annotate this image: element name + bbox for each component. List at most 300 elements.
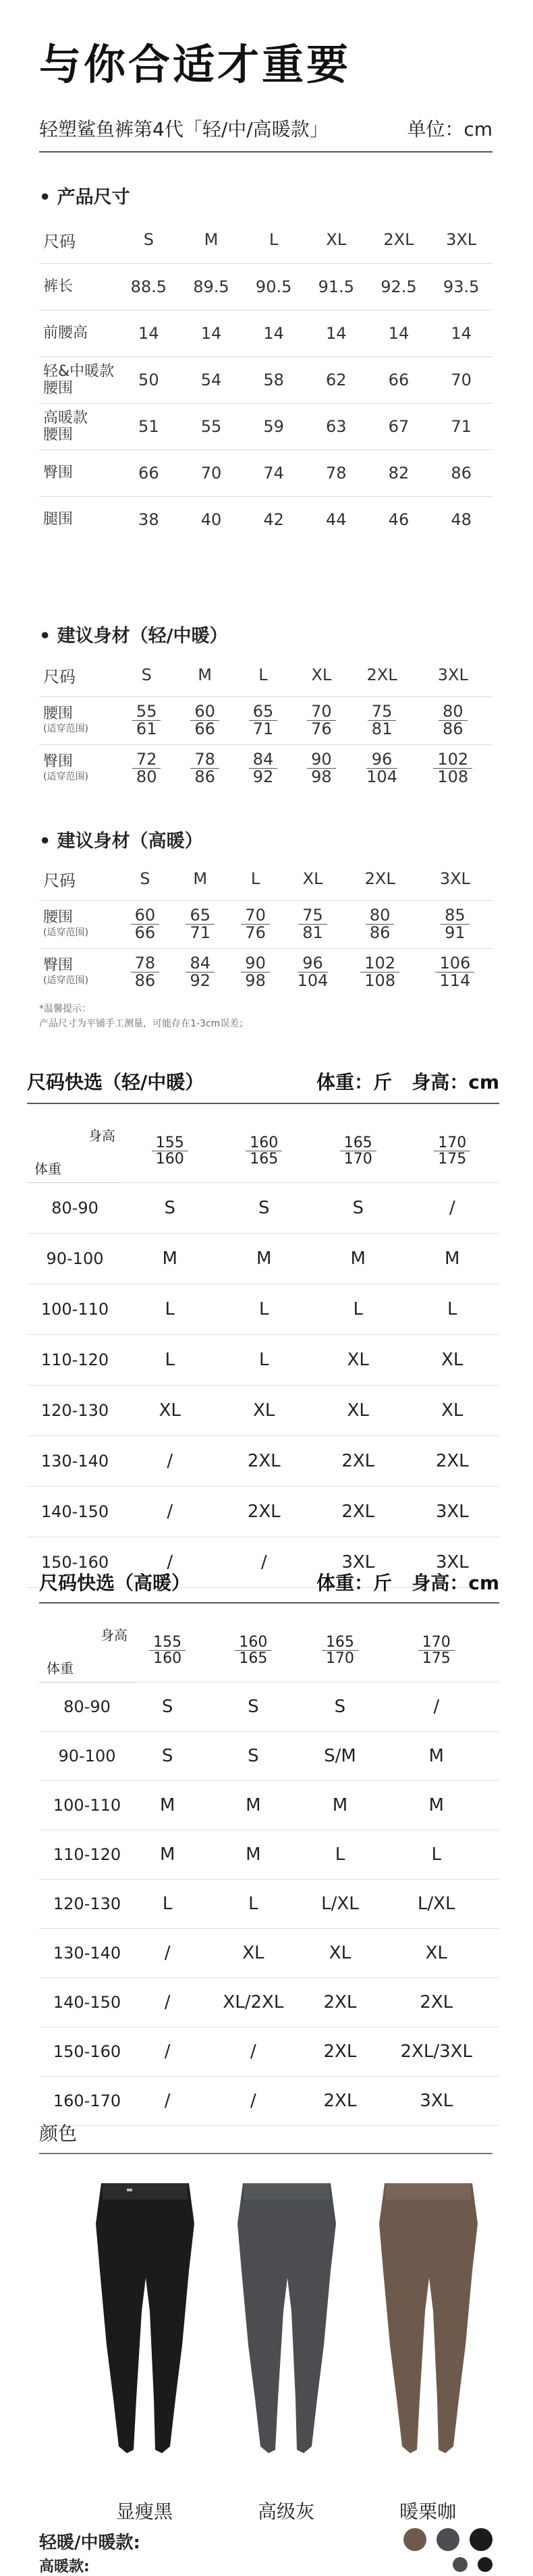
range-max: 81	[302, 923, 323, 943]
height-unit: 身高：cm	[412, 1071, 499, 1093]
height-max: 160	[153, 1650, 182, 1668]
table-cell: 66	[117, 450, 180, 497]
range-value	[298, 955, 329, 989]
size-cell: M	[373, 1781, 499, 1830]
range-max: 104	[366, 767, 397, 787]
size-cell: L	[311, 1284, 405, 1335]
size-cell: /	[200, 2077, 306, 2126]
table-cell: 40	[200, 510, 222, 529]
size-cell: L	[200, 1880, 306, 1929]
table-cell: 51	[117, 404, 180, 450]
row-label-sub: (适穿范围)	[43, 975, 88, 986]
divider	[39, 2153, 493, 2154]
swatch-black[interactable]	[478, 2557, 493, 2572]
height-header	[135, 1620, 200, 1682]
range-min: 60	[131, 907, 160, 925]
body-warm-table	[39, 857, 493, 996]
table-row	[39, 2027, 499, 2077]
table-row	[39, 404, 493, 450]
quick-light-header	[27, 1068, 499, 1095]
range-value	[307, 703, 336, 738]
range-max: 98	[245, 971, 266, 991]
swatch-black[interactable]	[470, 2528, 493, 2551]
table-row	[39, 1978, 499, 2027]
table-cell: 66	[368, 357, 430, 404]
height-max: 175	[438, 1151, 467, 1168]
size-cell: L	[217, 1284, 312, 1335]
table-cell	[117, 745, 175, 793]
weight-unit: 体重：斤	[316, 1071, 392, 1093]
range-max: 92	[190, 971, 211, 991]
row-label-sub: (适穿范围)	[43, 771, 88, 782]
table-cell: 90.5	[242, 264, 305, 310]
body-light-table	[39, 653, 493, 792]
table-cell	[117, 697, 175, 745]
size-cell: 3XL	[373, 2077, 499, 2126]
table-cell: 46	[388, 510, 410, 529]
height-max: 175	[422, 1650, 451, 1668]
warm-swatch-row	[39, 2555, 493, 2576]
table-cell: 14	[368, 310, 430, 357]
table-row	[39, 745, 493, 793]
table-cell: 93.5	[430, 264, 493, 310]
range-value	[366, 751, 397, 786]
range-max: 86	[443, 719, 464, 739]
height-header	[306, 1620, 373, 1682]
swatch-grey[interactable]	[453, 2557, 468, 2572]
row-label-sub: (适穿范围)	[43, 723, 88, 734]
table-cell	[234, 745, 292, 793]
size-cell: 2XL/3XL	[373, 2027, 499, 2077]
range-max: 91	[445, 923, 466, 943]
size-cell: S	[123, 1183, 217, 1234]
table-row	[27, 1183, 499, 1234]
table-cell: 71	[430, 404, 493, 450]
corner-cell	[39, 1620, 135, 1682]
size-cell: /	[123, 1487, 217, 1537]
row-label-main: 臀围	[43, 957, 74, 974]
range-min: 78	[131, 955, 160, 972]
row-label	[39, 697, 117, 745]
table-header-row	[39, 857, 493, 901]
height-min: 155	[152, 1135, 188, 1151]
table-cell: 70	[430, 357, 493, 404]
size-cell: /	[373, 1682, 499, 1732]
quick-warm-units	[316, 1568, 499, 1595]
weight-range: 160-170	[39, 2077, 135, 2126]
row-label-main: 腰围	[43, 705, 74, 722]
height-range	[434, 1135, 470, 1167]
leggings-illustration	[61, 2176, 479, 2487]
size-cell: S	[135, 1682, 200, 1732]
quick-warm-title: 尺码快选（高暖）	[39, 1572, 191, 1594]
table-cell: 86	[430, 450, 493, 497]
table-row	[39, 357, 493, 404]
height-min: 170	[434, 1135, 470, 1151]
legging-brown	[379, 2183, 478, 2453]
column-header: M	[180, 216, 243, 264]
column-header: 3XL	[418, 857, 493, 901]
column-header: L	[234, 653, 292, 697]
range-max: 66	[194, 719, 215, 739]
range-min: 78	[190, 751, 219, 769]
height-header	[373, 1620, 499, 1682]
range-value	[360, 955, 399, 989]
table-row	[39, 264, 493, 310]
size-cell: /	[123, 1436, 217, 1487]
height-header	[200, 1620, 306, 1682]
table-row	[27, 1487, 499, 1537]
page-title: 与你合适才重要	[39, 40, 352, 89]
quick-light-title: 尺码快选（轻/中暖）	[27, 1071, 204, 1093]
height-min: 160	[235, 1635, 271, 1651]
quick-warm-header	[39, 1568, 499, 1595]
table-cell	[175, 697, 233, 745]
size-cell: XL	[405, 1386, 500, 1436]
row-label-sub: (适穿范围)	[43, 927, 88, 938]
range-min: 75	[368, 703, 397, 721]
product-line	[39, 115, 493, 142]
size-cell: 2XL	[306, 2077, 373, 2126]
table-cell	[117, 901, 173, 949]
row-label: 腿围	[43, 511, 74, 528]
unit-label: 单位：cm	[407, 118, 493, 140]
size-cell: S	[135, 1732, 200, 1781]
range-value	[190, 751, 219, 786]
table-cell	[228, 901, 283, 949]
size-cell: 2XL	[373, 1978, 499, 2027]
range-min: 80	[366, 907, 395, 925]
range-max: 92	[252, 767, 274, 787]
table-cell	[351, 745, 414, 793]
size-cell: /	[405, 1183, 500, 1234]
colors-heading: 颜色	[39, 2122, 78, 2145]
height-range	[149, 1635, 186, 1666]
size-cell: /	[135, 1978, 200, 2027]
table-cell	[292, 697, 350, 745]
range-max: 71	[190, 923, 211, 943]
table-row	[27, 1234, 499, 1284]
column-header: 2XL	[351, 653, 414, 697]
size-cell: S	[200, 1732, 306, 1781]
weight-range: 100-110	[27, 1284, 123, 1335]
table-row	[39, 1732, 499, 1781]
table-cell	[351, 697, 414, 745]
table-row	[39, 901, 493, 949]
size-cell: /	[200, 2027, 306, 2077]
size-cell: L	[123, 1284, 217, 1335]
light-swatch-label: 轻暖/中暖款:	[39, 2532, 140, 2553]
table-cell: 82	[368, 450, 430, 497]
range-min: 90	[307, 751, 336, 769]
table-cell: 14	[242, 310, 305, 357]
size-cell: M	[311, 1234, 405, 1284]
legging-black	[96, 2183, 194, 2453]
table-cell	[283, 901, 342, 949]
size-cell: L	[306, 1830, 373, 1880]
size-cell: XL	[217, 1386, 312, 1436]
height-min: 170	[418, 1635, 455, 1651]
range-min: 70	[241, 907, 270, 925]
height-max: 165	[250, 1151, 279, 1168]
range-min: 75	[298, 907, 327, 925]
range-value	[249, 751, 278, 786]
range-value	[439, 703, 468, 738]
size-cell: /	[123, 1537, 217, 1588]
range-value	[307, 751, 336, 786]
size-cell: S	[200, 1682, 306, 1732]
row-label	[39, 901, 117, 949]
range-max: 80	[136, 767, 157, 787]
size-cell: M	[200, 1830, 306, 1880]
section-product-size: • 产品尺寸	[39, 187, 130, 208]
table-cell	[173, 949, 228, 997]
table-cell: 44	[326, 510, 347, 529]
range-value	[190, 703, 219, 738]
size-cell: M	[217, 1234, 312, 1284]
color-name-grey: 高级灰	[257, 2500, 314, 2523]
height-range	[152, 1135, 188, 1167]
row-label	[39, 949, 117, 997]
table-row	[39, 697, 493, 745]
size-cell: 2XL	[306, 1978, 373, 2027]
size-cell: L	[373, 1830, 499, 1880]
product-name: 轻塑鲨鱼裤第4代「轻/中/高暖款」	[39, 118, 329, 140]
height-max: 165	[239, 1650, 268, 1668]
light-swatches	[403, 2528, 493, 2554]
range-min: 102	[433, 751, 472, 769]
range-value	[298, 907, 327, 941]
range-value	[241, 907, 270, 941]
table-cell: 54	[180, 357, 243, 404]
table-row	[39, 310, 493, 357]
table-cell: 92.5	[368, 264, 430, 310]
size-cell: S	[311, 1183, 405, 1234]
light-swatch-row	[39, 2528, 493, 2554]
row-label: 轻&中暖款 腰围	[39, 357, 117, 404]
height-range	[322, 1635, 358, 1666]
swatch-grey[interactable]	[437, 2528, 459, 2551]
range-max: 66	[134, 923, 156, 943]
column-header: L	[242, 216, 305, 264]
quick-warm-table	[39, 1620, 499, 2126]
column-header: M	[173, 857, 228, 901]
range-min: 60	[190, 703, 219, 721]
warm-swatches	[453, 2557, 493, 2575]
column-header: S	[117, 653, 175, 697]
table-cell: 50	[117, 357, 180, 404]
weight-range: 110-120	[27, 1335, 123, 1386]
corner-diagonal	[28, 1121, 122, 1182]
table-cell	[228, 949, 283, 997]
table-cell	[117, 949, 173, 997]
range-min: 96	[298, 955, 329, 972]
size-cell: XL	[123, 1386, 217, 1436]
table-cell: 14	[430, 310, 493, 357]
column-header: 2XL	[368, 216, 430, 264]
row-label: 裤长	[39, 264, 117, 310]
table-cell: 48	[451, 510, 472, 529]
range-min: 90	[241, 955, 270, 972]
table-row	[39, 949, 493, 997]
table-cell: 14	[305, 310, 368, 357]
range-min: 106	[435, 955, 474, 972]
corner-cell	[27, 1120, 123, 1183]
size-cell: XL	[311, 1386, 405, 1436]
height-unit: 身高：cm	[412, 1572, 499, 1594]
range-value	[435, 955, 474, 989]
size-cell: L	[123, 1335, 217, 1386]
size-cell: /	[135, 2077, 200, 2126]
range-min: 65	[186, 907, 215, 925]
size-cell: L	[135, 1880, 200, 1929]
column-header: 2XL	[343, 857, 418, 901]
size-cell: /	[135, 2027, 200, 2077]
table-row	[39, 1929, 499, 1978]
weight-range: 150-160	[27, 1537, 123, 1588]
weight-range: 150-160	[39, 2027, 135, 2077]
weight-range: 80-90	[39, 1682, 135, 1732]
size-cell: L	[217, 1335, 312, 1386]
size-cell: 3XL	[405, 1537, 500, 1588]
table-cell	[283, 949, 342, 997]
weight-range: 140-150	[39, 1978, 135, 2027]
column-header: 尺码	[39, 653, 117, 697]
height-range	[246, 1135, 282, 1167]
weight-range: 130-140	[39, 1929, 135, 1978]
column-header: XL	[283, 857, 342, 901]
table-row	[39, 1682, 499, 1732]
column-header: S	[117, 216, 180, 264]
range-max: 71	[252, 719, 274, 739]
range-max: 76	[245, 923, 266, 943]
size-cell: M	[200, 1781, 306, 1830]
column-header: 尺码	[39, 216, 117, 264]
divider	[27, 1103, 499, 1104]
range-max: 61	[136, 719, 157, 739]
legging-grey	[237, 2183, 336, 2453]
range-value	[132, 703, 161, 738]
table-cell: 70	[180, 450, 243, 497]
note-line: *温馨提示：	[39, 1004, 91, 1014]
table-cell	[234, 697, 292, 745]
range-value	[249, 703, 278, 738]
corner-bottom: 体重	[34, 1161, 61, 1177]
weight-range: 120-130	[27, 1386, 123, 1436]
height-header	[405, 1120, 500, 1183]
column-header: 3XL	[430, 216, 493, 264]
range-max: 114	[439, 971, 471, 991]
height-min: 165	[322, 1635, 358, 1651]
range-min: 96	[366, 751, 397, 769]
table-cell: 88.5	[117, 264, 180, 310]
height-min: 160	[246, 1135, 282, 1151]
warm-swatch-label: 高暖款:	[39, 2558, 90, 2575]
size-cell: XL	[200, 1929, 306, 1978]
table-row	[27, 1386, 499, 1436]
table-header-row	[39, 653, 493, 697]
range-max: 108	[437, 767, 469, 787]
range-max: 108	[364, 971, 396, 991]
table-cell: 55	[180, 404, 243, 450]
table-cell	[418, 949, 493, 997]
size-cell: M	[135, 1830, 200, 1880]
range-min: 72	[132, 751, 161, 769]
size-cell: M	[405, 1234, 500, 1284]
range-min: 80	[439, 703, 468, 721]
size-cell: 2XL	[217, 1487, 312, 1537]
color-name-black: 显瘦黑	[115, 2500, 173, 2523]
range-max: 76	[311, 719, 332, 739]
range-value	[368, 703, 397, 738]
height-min: 155	[149, 1635, 186, 1651]
range-value	[186, 907, 215, 941]
quick-light-table	[27, 1120, 499, 1588]
swatch-brown[interactable]	[403, 2528, 426, 2551]
table-cell: 89.5	[180, 264, 243, 310]
table-cell: 91.5	[305, 264, 368, 310]
divider	[39, 151, 493, 153]
size-cell: /	[135, 1929, 200, 1978]
height-max: 170	[325, 1650, 354, 1668]
table-row	[39, 1880, 499, 1929]
size-cell: 2XL	[405, 1436, 500, 1487]
range-max: 86	[134, 971, 156, 991]
table-cell: 14	[117, 310, 180, 357]
range-min: 102	[360, 955, 399, 972]
quick-light-units	[316, 1068, 499, 1095]
range-value	[433, 751, 472, 786]
range-value	[186, 955, 215, 989]
range-value	[131, 955, 160, 989]
size-cell: M	[123, 1234, 217, 1284]
weight-range: 110-120	[39, 1830, 135, 1880]
table-cell	[418, 901, 493, 949]
divider	[39, 1602, 499, 1604]
table-row	[39, 1781, 499, 1830]
table-cell	[173, 901, 228, 949]
size-cell: XL	[373, 1929, 499, 1978]
table-cell: 58	[242, 357, 305, 404]
weight-range: 130-140	[27, 1436, 123, 1487]
column-header: 3XL	[414, 653, 493, 697]
range-max: 81	[371, 719, 393, 739]
row-label: 臀围	[39, 450, 117, 497]
table-row	[27, 1284, 499, 1335]
row-label	[39, 745, 117, 793]
product-size-table	[39, 216, 493, 543]
weight-range: 140-150	[27, 1487, 123, 1537]
table-cell	[414, 745, 493, 793]
height-min: 165	[340, 1135, 376, 1151]
size-cell: 3XL	[311, 1537, 405, 1588]
row-label-main: 腰围	[43, 909, 74, 926]
weight-range: 90-100	[27, 1234, 123, 1284]
size-cell: XL/2XL	[200, 1978, 306, 2027]
table-row	[39, 450, 493, 497]
size-cell: M	[306, 1781, 373, 1830]
table-cell	[292, 745, 350, 793]
size-cell: XL	[405, 1335, 500, 1386]
size-cell: S/M	[306, 1732, 373, 1781]
table-cell	[343, 901, 418, 949]
range-value	[132, 751, 161, 786]
size-cell: 2XL	[217, 1436, 312, 1487]
table-cell: 42	[263, 510, 284, 529]
height-range	[418, 1635, 455, 1666]
height-max: 170	[343, 1151, 372, 1168]
size-cell: L/XL	[306, 1880, 373, 1929]
